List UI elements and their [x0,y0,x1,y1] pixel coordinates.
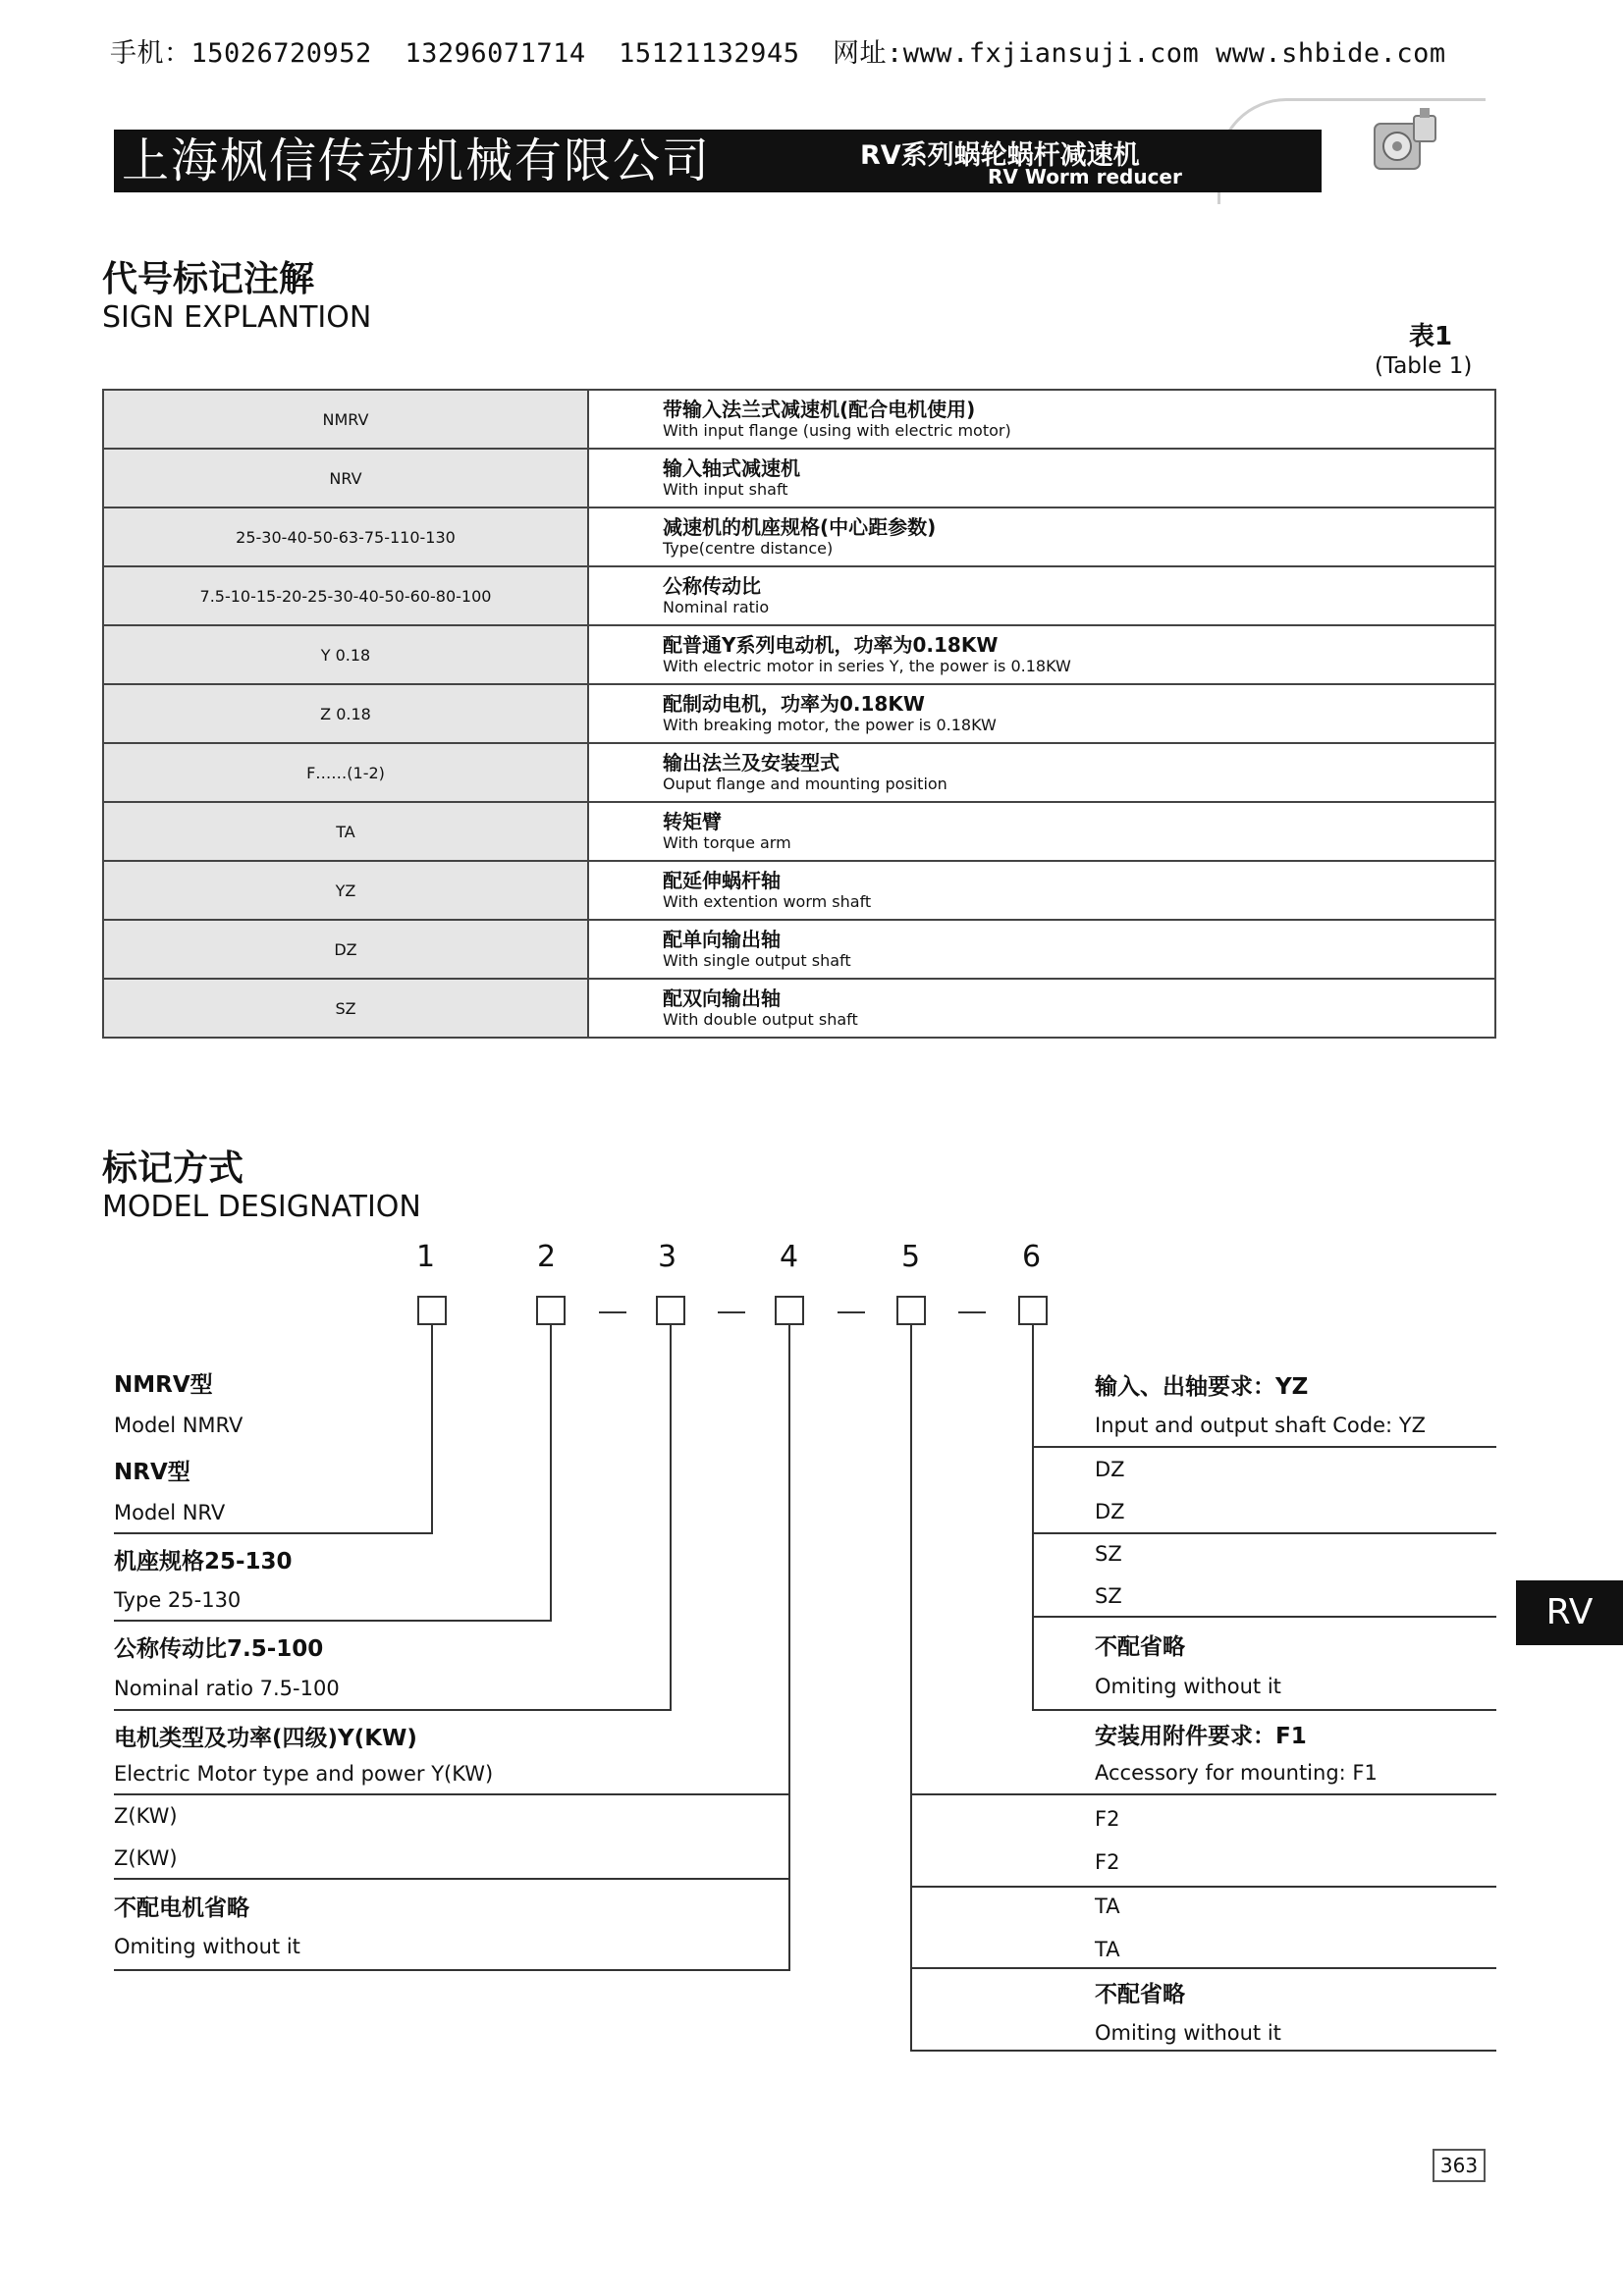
connector-line [670,1325,672,1711]
code-cell: Z 0.18 [103,684,588,743]
table-row [103,684,1495,743]
desc-zh: 输入轴式减速机 [663,456,800,480]
desc-cell [588,507,1495,566]
label-motor-en: Electric Motor type and power Y(KW) [114,1762,494,1786]
desc-en: Nominal ratio [663,598,770,616]
desc-zh: 配延伸蜗杆轴 [663,869,781,892]
position-number: 2 [537,1240,557,1274]
desc-cell [588,802,1495,861]
code-cell: SZ [103,979,588,1038]
desc-cell [588,390,1495,449]
company-banner [114,130,1322,192]
label-sz: SZ [1095,1584,1122,1608]
table-row [103,979,1495,1038]
desc-cell [588,625,1495,684]
connector-line [788,1325,790,1971]
label-f2: F2 [1095,1807,1120,1831]
divider [1032,1446,1496,1448]
separator-dash [718,1311,745,1313]
page-number: 363 [1433,2149,1486,2182]
code-cell: DZ [103,920,588,979]
divider [910,1886,1496,1888]
separator-dash [838,1311,865,1313]
label-z: Z(KW) [114,1804,178,1828]
label-type-en: Type 25-130 [114,1588,242,1612]
desc-en: With breaking motor, the power is 0.18KW [663,716,997,734]
position-number: 3 [658,1240,677,1274]
designation-box [1018,1296,1048,1325]
divider [1032,1709,1496,1711]
code-cell: F……(1-2) [103,743,588,802]
sign-title-zh: 代号标记注解 [102,259,315,299]
label-omit-shaft-en: Omiting without it [1095,1675,1281,1698]
section-tab: RV [1516,1580,1623,1645]
position-number: 4 [780,1240,799,1274]
label-f2: F2 [1095,1850,1120,1874]
table-row [103,743,1495,802]
code-cell: Y 0.18 [103,625,588,684]
desc-en: With double output shaft [663,1010,858,1029]
code-cell: 7.5-10-15-20-25-30-40-50-60-80-100 [103,566,588,625]
label-dz: DZ [1095,1500,1125,1523]
series-title-en: RV Worm reducer [988,165,1182,188]
desc-en: With extention worm shaft [663,892,872,911]
desc-zh: 配制动电机，功率为0.18KW [663,692,925,716]
connector-line [431,1325,433,1534]
code-cell: NMRV [103,390,588,449]
contact-line: 手机：15026720952 13296071714 15121132945 网址:www.fxjiansuji.com www.shbide.com [110,38,1446,69]
desc-en: With single output shaft [663,951,851,970]
divider [114,1969,790,1971]
table-label-en: (Table 1) [1375,353,1473,379]
label-omit-acc-zh: 不配省略 [1095,1982,1185,2007]
code-cell: TA [103,802,588,861]
divider [910,1967,1496,1969]
desc-zh: 配单向输出轴 [663,928,781,951]
sign-title-en: SIGN EXPLANTION [102,300,372,335]
desc-zh: 输出法兰及安装型式 [663,751,839,774]
designation-box [417,1296,447,1325]
label-type-zh: 机座规格25-130 [114,1549,293,1575]
connector-line [1032,1325,1034,1711]
label-ratio-zh: 公称传动比7.5-100 [114,1636,324,1662]
label-ta: TA [1095,1895,1120,1918]
separator-dash [958,1311,986,1313]
desc-zh: 配双向输出轴 [663,987,781,1010]
desc-zh: 转矩臂 [663,810,722,833]
label-accessory-en: Accessory for mounting: F1 [1095,1761,1378,1785]
divider [114,1620,552,1622]
label-nmrv-en: Model NMRV [114,1414,243,1437]
table-row [103,625,1495,684]
divider [114,1878,790,1880]
divider [114,1532,433,1534]
model-title-zh: 标记方式 [102,1148,244,1189]
label-ratio-en: Nominal ratio 7.5-100 [114,1677,340,1700]
label-sz: SZ [1095,1542,1122,1566]
desc-cell [588,979,1495,1038]
divider [114,1793,790,1795]
label-shaft-zh: 输入、出轴要求：YZ [1095,1374,1309,1400]
designation-box [775,1296,804,1325]
label-omit-motor-en: Omiting without it [114,1935,300,1958]
label-z: Z(KW) [114,1846,178,1870]
label-nrv-zh: NRV型 [114,1460,190,1485]
code-cell: NRV [103,449,588,507]
divider [910,1793,1496,1795]
label-motor-zh: 电机类型及功率(四级)Y(KW) [114,1726,417,1751]
desc-zh: 配普通Y系列电动机，功率为0.18KW [663,633,999,657]
table-row [103,390,1495,449]
desc-en: With input shaft [663,480,788,499]
desc-zh: 带输入法兰式减速机(配合电机使用) [663,398,976,421]
label-ta: TA [1095,1938,1120,1961]
divider [910,2050,1496,2052]
desc-en: Type(centre distance) [663,539,834,558]
table-label-zh: 表1 [1409,322,1453,351]
designation-box [536,1296,566,1325]
label-omit-motor-zh: 不配电机省略 [114,1896,249,1921]
divider [1032,1616,1496,1618]
desc-cell [588,449,1495,507]
desc-zh: 减速机的机座规格(中心距参数) [663,515,937,539]
desc-cell [588,920,1495,979]
divider [1032,1532,1496,1534]
designation-box [896,1296,926,1325]
desc-en: With electric motor in series Y, the power is 0.18KW [663,657,1071,675]
model-title-en: MODEL DESIGNATION [102,1190,421,1224]
desc-en: With input flange (using with electric motor) [663,421,1011,440]
table-row [103,566,1495,625]
position-number: 1 [416,1240,436,1274]
separator-dash [599,1311,626,1313]
worm-reducer-icon [1365,106,1443,181]
table-row [103,920,1495,979]
desc-en: With torque arm [663,833,791,852]
label-accessory-zh: 安装用附件要求：F1 [1095,1724,1307,1749]
connector-line [550,1325,552,1622]
desc-cell [588,566,1495,625]
desc-cell [588,684,1495,743]
table-row [103,861,1495,920]
desc-cell [588,743,1495,802]
table-row [103,449,1495,507]
designation-box [656,1296,685,1325]
table-row [103,802,1495,861]
sign-table [102,389,1496,1039]
code-cell: YZ [103,861,588,920]
desc-cell [588,861,1495,920]
label-shaft-en: Input and output shaft Code: YZ [1095,1414,1426,1437]
divider [114,1709,672,1711]
label-nmrv-zh: NMRV型 [114,1372,213,1398]
code-cell: 25-30-40-50-63-75-110-130 [103,507,588,566]
label-dz: DZ [1095,1458,1125,1481]
company-name: 上海枫信传动机械有限公司 [122,133,712,188]
position-number: 5 [901,1240,921,1274]
label-nrv-en: Model NRV [114,1501,226,1524]
series-title-zh: RV系列蜗轮蜗杆减速机 [860,140,1140,171]
label-omit-acc-en: Omiting without it [1095,2021,1281,2045]
connector-line [910,1325,912,2052]
position-number: 6 [1022,1240,1042,1274]
desc-zh: 公称传动比 [663,574,761,598]
desc-en: Ouput flange and mounting position [663,774,947,793]
table-row [103,507,1495,566]
label-omit-shaft-zh: 不配省略 [1095,1634,1185,1660]
